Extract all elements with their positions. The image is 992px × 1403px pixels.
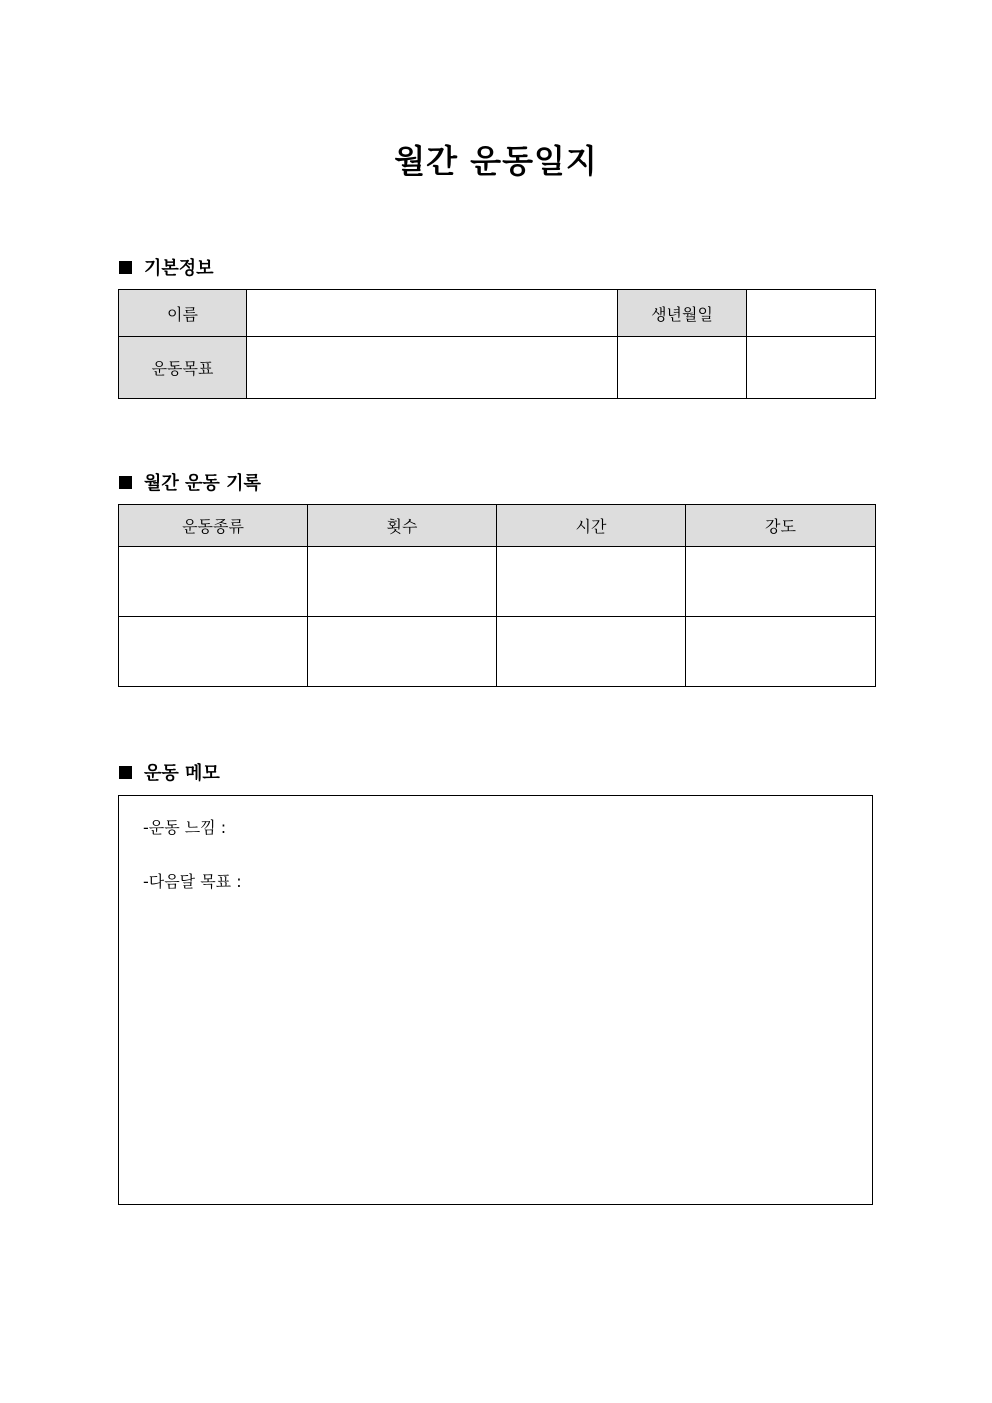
square-bullet-icon — [119, 766, 132, 779]
memo-next-goal-label: -다음달 목표 : — [143, 872, 242, 891]
square-bullet-icon — [119, 261, 132, 274]
goal-field[interactable] — [247, 337, 618, 399]
monthly-record-table — [118, 504, 876, 687]
memo-box[interactable] — [118, 795, 873, 1205]
blank-cell[interactable] — [747, 337, 876, 399]
blank-cell[interactable] — [618, 337, 747, 399]
basic-info-heading-label: 기본정보 — [144, 258, 214, 279]
time-cell[interactable] — [497, 547, 686, 617]
memo-feeling-label: -운동 느낌 : — [143, 818, 227, 837]
table-row — [119, 547, 876, 617]
basic-info-heading — [119, 254, 214, 280]
basic-info-row-1 — [119, 290, 876, 337]
goal-label: 운동목표 — [119, 337, 247, 399]
monthly-record-heading-label: 월간 운동 기록 — [144, 473, 261, 494]
name-field[interactable] — [247, 290, 618, 337]
monthly-record-header-row — [119, 505, 876, 547]
basic-info-table — [118, 289, 876, 399]
table-row — [119, 617, 876, 687]
memo-heading-label: 운동 메모 — [144, 763, 220, 784]
birth-label: 생년월일 — [618, 290, 747, 337]
basic-info-row-2 — [119, 337, 876, 399]
column-header-intensity: 강도 — [686, 505, 876, 547]
time-cell[interactable] — [497, 617, 686, 687]
square-bullet-icon — [119, 476, 132, 489]
column-header-count: 횟수 — [308, 505, 497, 547]
intensity-cell[interactable] — [686, 617, 876, 687]
intensity-cell[interactable] — [686, 547, 876, 617]
column-header-exercise-type: 운동종류 — [119, 505, 308, 547]
memo-heading — [119, 759, 220, 785]
monthly-record-heading — [119, 469, 261, 495]
exercise-type-cell[interactable] — [119, 547, 308, 617]
birth-field[interactable] — [747, 290, 876, 337]
page-title: 월간 운동일지 — [394, 142, 598, 180]
column-header-time: 시간 — [497, 505, 686, 547]
count-cell[interactable] — [308, 617, 497, 687]
name-label: 이름 — [119, 290, 247, 337]
count-cell[interactable] — [308, 547, 497, 617]
exercise-type-cell[interactable] — [119, 617, 308, 687]
